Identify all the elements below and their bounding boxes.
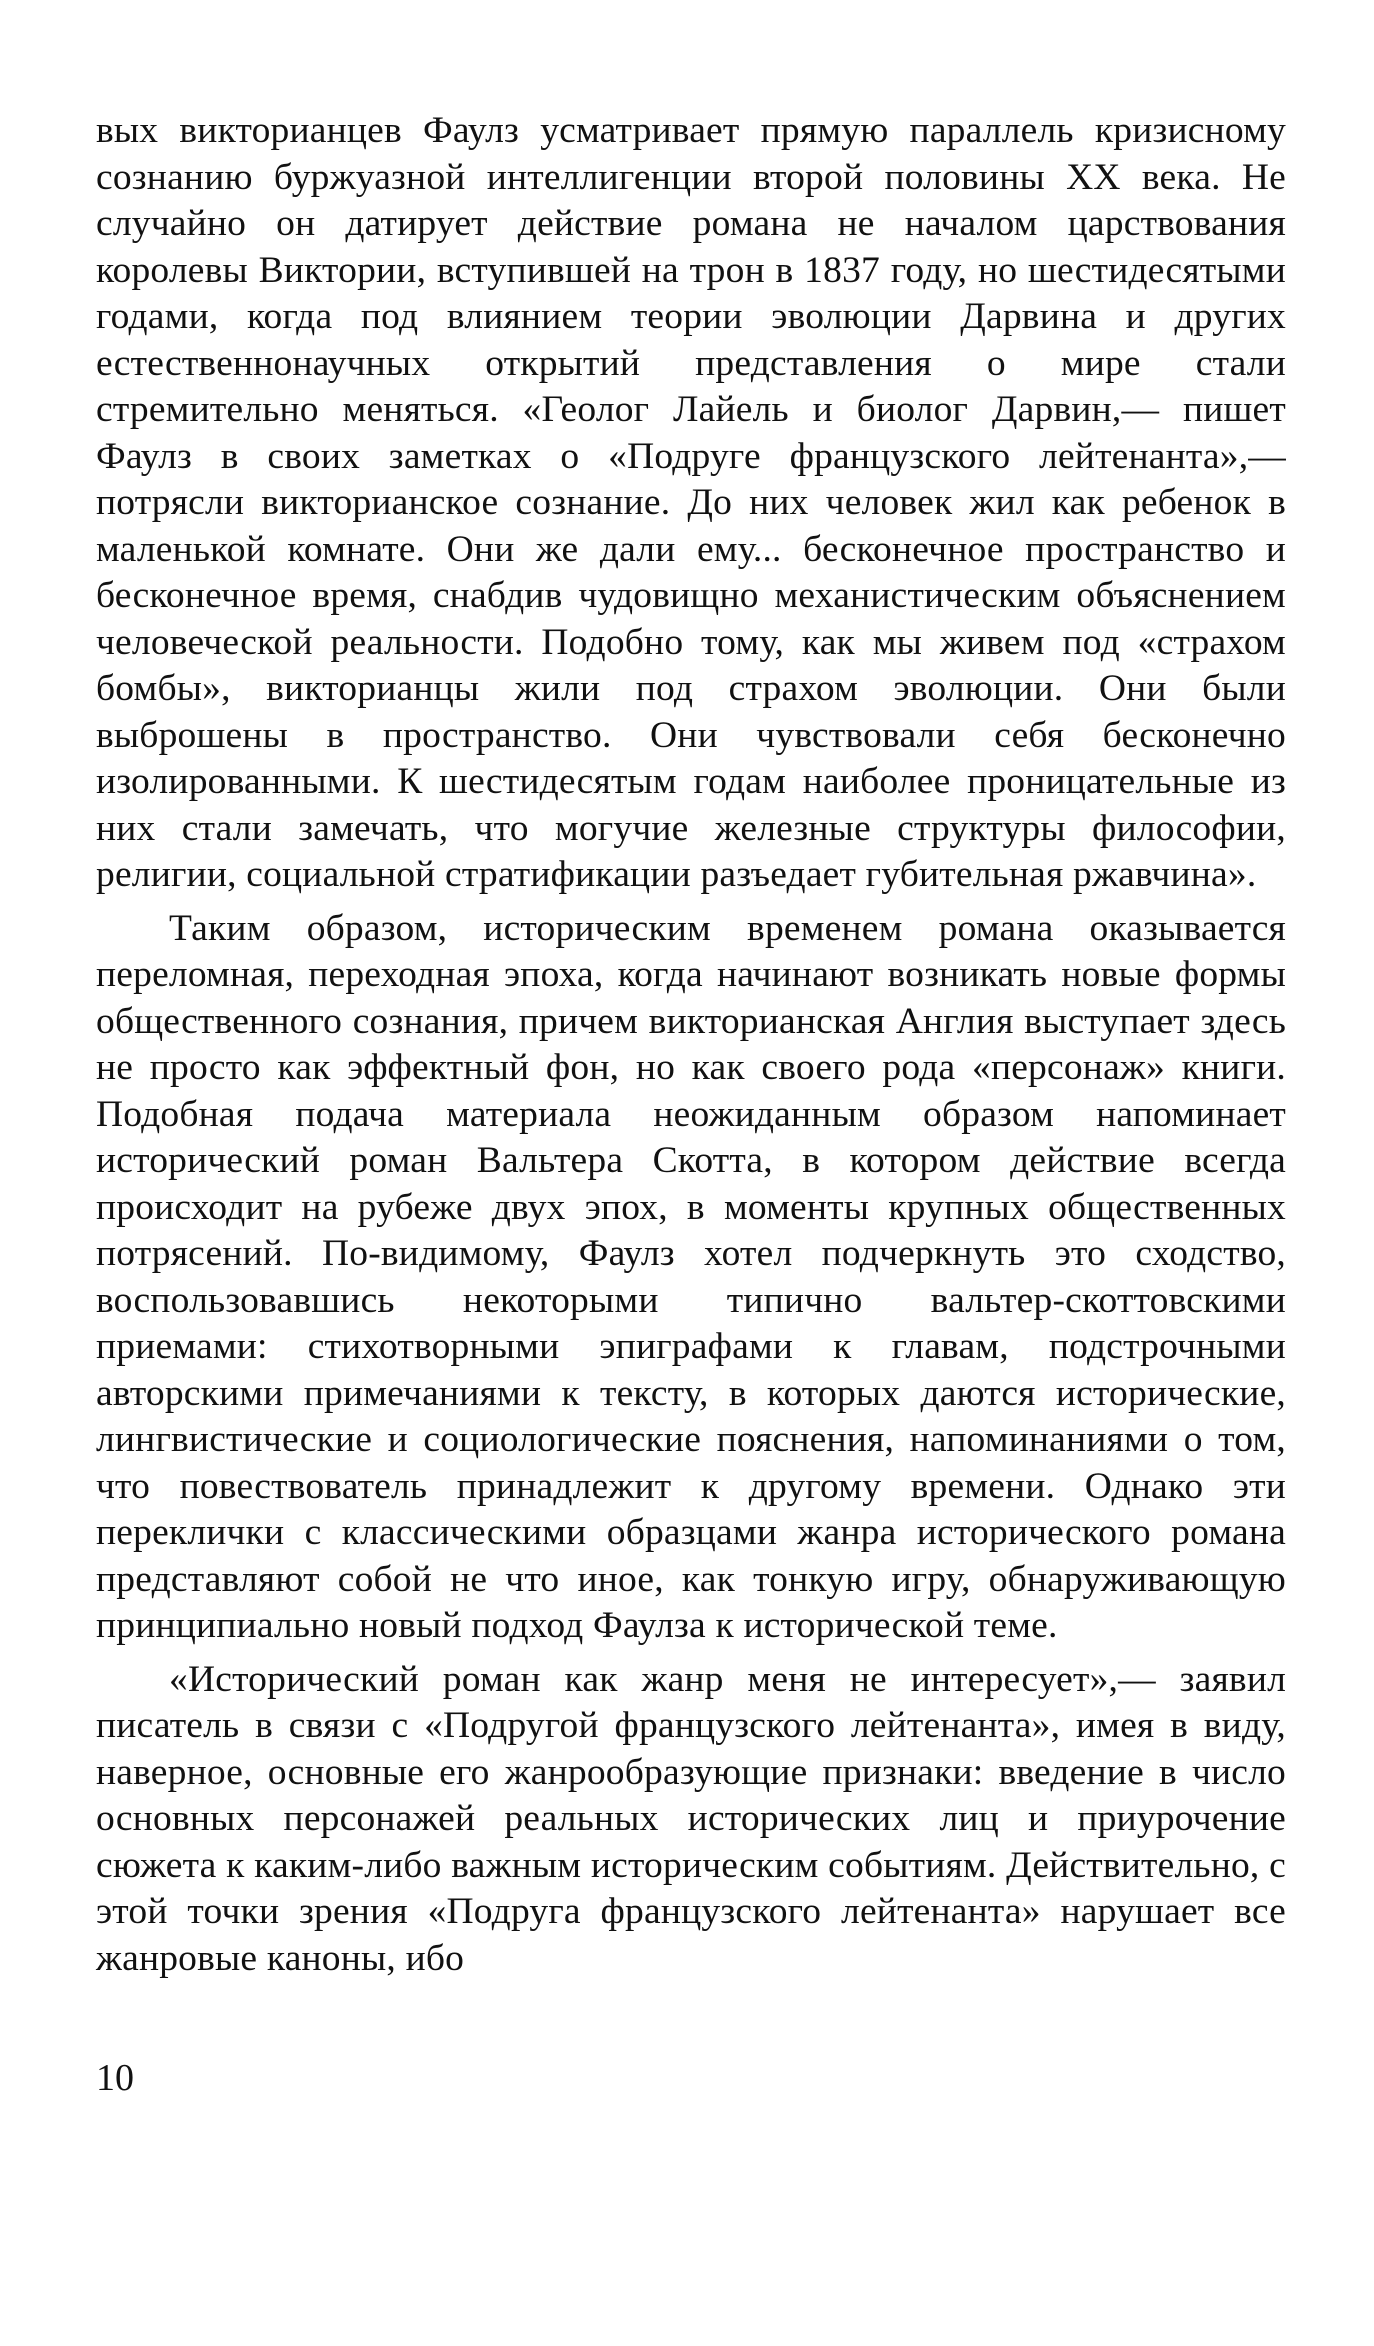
paragraph-1: вых викторианцев Фаулз усматривает прямую параллель кризисному сознанию буржуазной интеллигенции второй половины XX века. Не случайно он датирует действие романа не началом царствования королевы Виктории, вступившей на трон в 1837 году, но шестидесятыми годами, когда под влиянием теории эволюции Дарвина и других естественнонаучных открытий представления о мире стали стремительно меняться. «Геолог Лайель и биолог Дарвин,— пишет Фаулз в своих заметках о «Подруге французского лейтенанта»,— потрясли викторианское сознание. До них человек жил как ребенок в маленькой комнате. Они же дали ему... бесконечное пространство и бесконечное время, снабдив чудовищно механистическим объяснением человеческой реальности. Подобно тому, как мы живем под «страхом бомбы», викторианцы жили под страхом эволюции. Они были выброшены в пространство. Они чувствовали себя бесконечно изолированными. К шестидесятым годам наиболее проницательные из них стали замечать, что могучие железные структуры философии, религии, социальной стратификации разъедает губительная ржавчина». <box>96 110 1286 895</box>
page-body <box>96 108 1286 2308</box>
paragraph-2: Таким образом, историческим временем романа оказывается переломная, переходная эпоха, когда начинают возникать новые формы общественного сознания, причем викторианская Англия выступает здесь не просто как эффектный фон, но как своего рода «персонаж» книги. Подобная подача материала неожиданным образом напоминает исторический роман Вальтера Скотта, в котором действие всегда происходит на рубеже двух эпох, в моменты крупных общественных потрясений. По-видимому, Фаулз хотел подчеркнуть это сходство, воспользовавшись некоторыми типично вальтер-скоттовскими приемами: стихотворными эпиграфами к главам, подстрочными авторскими примечаниями к тексту, в которых даются исторические, лингвистические и социологические пояснения, напоминаниями о том, что повествователь принадлежит к другому времени. Однако эти переклички с классическими образцами жанра исторического романа представляют собой не что иное, как тонкую игру, обнаруживающую принципиально новый подход Фаулза к исторической теме. <box>96 907 1286 1646</box>
paragraph-3: «Исторический роман как жанр меня не интересует»,— заявил писатель в связи с «Подругой французского лейтенанта», имея в виду, наверное, основные его жанрообразующие признаки: введение в число основных персонажей реальных исторических лиц и приурочение сюжета к каким-либо важным историческим событиям. Действительно, с этой точки зрения «Подруга французского лейтенанта» нарушает все жанровые каноны, ибо <box>96 1658 1286 1979</box>
page-number: 10 <box>96 2057 134 2099</box>
